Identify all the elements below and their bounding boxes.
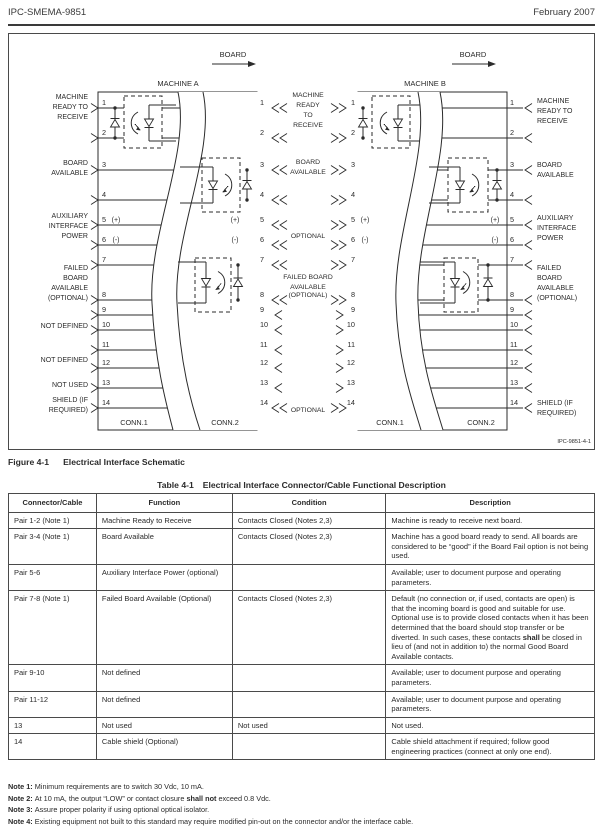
- pin-number-a-conn1: 3: [102, 160, 107, 169]
- left-signal-label: READY TO: [52, 104, 88, 111]
- pin-number-a-conn2: 6: [260, 235, 265, 244]
- connector-cell: Pair 1-2 (Note 1): [9, 512, 97, 529]
- right-signal-label: BOARD: [537, 162, 562, 169]
- pin-number-b-conn1: 10: [346, 320, 355, 329]
- pin-number-a-conn1: 5: [102, 215, 107, 224]
- figure-caption-title: Electrical Interface Schematic: [63, 457, 185, 467]
- pin-number-b-conn1: 3: [350, 160, 355, 169]
- pin-number-a-conn2: 5: [260, 215, 265, 224]
- column-header-connector-cable: Connector/Cable: [9, 494, 97, 513]
- plus-label: (+): [230, 217, 240, 224]
- table-title: [8, 480, 595, 490]
- connector-cell: 13: [9, 717, 97, 734]
- pin-number-a-conn2: 11: [260, 340, 268, 349]
- pin-number-b-conn1: 13: [346, 378, 355, 387]
- pin-number-a-conn1: 9: [102, 305, 107, 314]
- left-signal-label: POWER: [61, 233, 88, 240]
- pin-number-b-conn1: 2: [350, 128, 355, 137]
- condition-cell: Not used: [232, 717, 386, 734]
- right-signal-label: AVAILABLE: [537, 172, 574, 179]
- note-label: Note 4:: [8, 816, 35, 826]
- minus-label: (-): [231, 237, 239, 244]
- left-signal-label: NOT USED: [51, 382, 88, 389]
- pin-number-b-conn2: 5: [510, 215, 515, 224]
- board-flow-label: BOARD: [219, 50, 247, 59]
- board-flow-indicators: [212, 50, 496, 67]
- cable-label-line: TO: [303, 112, 313, 119]
- left-signal-label: RECEIVE: [57, 114, 88, 121]
- minus-label: (-): [491, 237, 499, 244]
- cable-label-line: AVAILABLE: [290, 169, 326, 176]
- cable-label-line: AVAILABLE: [290, 284, 326, 291]
- connector-cell: Pair 3-4 (Note 1): [9, 529, 97, 565]
- pin-number-a-conn1: 6: [102, 235, 107, 244]
- cable-label-line: RECEIVE: [293, 122, 323, 129]
- left-signal-label: BOARD: [63, 275, 88, 282]
- pin-number-b-conn2: 2: [510, 128, 515, 137]
- conn1-label-machine-b: CONN.1: [376, 418, 404, 427]
- pin-number-b-conn2: 8: [510, 290, 515, 299]
- description-cell: Available; user to document purpose and operating parameters.: [386, 564, 595, 590]
- table-row: [9, 665, 595, 691]
- left-signal-label: AUXILIARY: [51, 213, 88, 220]
- table-title-text: Electrical Interface Connector/Cable Functional Description: [202, 480, 446, 490]
- doc-date: February 2007: [533, 7, 595, 18]
- description-cell: Default (no connection or, if used, contacts are open) is that the incoming board is good and suitable for use. Optional use is to provide closed contacts when it has been determined that the board should stop transfer or be diverted. In such cases, these contacts shall be closed in lieu of (and not in addition to) the normal Good Board Available contacts.: [386, 591, 595, 665]
- column-header-condition: Condition: [232, 494, 386, 513]
- table-row: [9, 529, 595, 565]
- cable-label-line: MACHINE: [292, 92, 324, 99]
- condition-cell: Contacts Closed (Notes 2,3): [232, 512, 386, 529]
- description-cell: Machine is ready to receive next board.: [386, 512, 595, 529]
- plus-label: (+): [360, 217, 370, 224]
- function-cell: Cable shield (Optional): [96, 734, 232, 760]
- right-signal-label: READY TO: [537, 108, 573, 115]
- pin-number-b-conn2: 1: [510, 98, 515, 107]
- pin-number-b-conn2: 14: [510, 398, 519, 407]
- pin-number-b-conn1: 14: [346, 398, 355, 407]
- pin-number-a-conn1: 1: [102, 98, 107, 107]
- connector-cell: Pair 11-12: [9, 691, 97, 717]
- cable-label-line: READY: [296, 102, 320, 109]
- condition-cell: [232, 691, 386, 717]
- figure-caption-label: Figure 4-1: [8, 457, 50, 467]
- pin-number-b-conn1: 9: [350, 305, 355, 314]
- doc-number: IPC-SMEMA-9851: [8, 7, 87, 18]
- pin-number-b-conn2: 9: [510, 305, 515, 314]
- pin-number-a-conn2: 1: [260, 98, 265, 107]
- right-signal-label: INTERFACE: [537, 225, 577, 232]
- condition-cell: Contacts Closed (Notes 2,3): [232, 529, 386, 565]
- function-cell: Auxiliary Interface Power (optional): [96, 564, 232, 590]
- right-signal-label: MACHINE: [537, 98, 570, 105]
- left-signal-label: FAILED: [63, 265, 88, 272]
- pin-number-b-conn1: 5: [350, 215, 355, 224]
- cable-label-line: BOARD: [295, 159, 321, 166]
- note-label: Note 3:: [8, 805, 35, 815]
- connector-cell: 14: [9, 734, 97, 760]
- right-signal-label: REQUIRED): [537, 410, 577, 417]
- note-line: Note 4: Existing equipment not built to this standard may require modified pin-out on the connector and/or the interface cable.: [8, 816, 414, 826]
- left-signal-label: AVAILABLE: [51, 285, 88, 292]
- pin-number-b-conn2: 12: [510, 358, 519, 367]
- table-row: [9, 717, 595, 734]
- connector-cell: Pair 9-10: [9, 665, 97, 691]
- note-label: Note 1:: [8, 782, 35, 791]
- pin-number-a-conn1: 12: [102, 358, 111, 367]
- right-signal-label: AUXILIARY: [537, 215, 574, 222]
- pin-number-b-conn1: 6: [350, 235, 355, 244]
- left-signal-label: INTERFACE: [48, 223, 88, 230]
- conn2-label-machine-b: CONN.2: [467, 418, 495, 427]
- header-rule: [8, 24, 595, 26]
- drawing-ref: [557, 439, 591, 445]
- table-row: [9, 591, 595, 665]
- minus-label: (-): [361, 237, 369, 244]
- pin-number-a-conn2: 10: [260, 320, 269, 329]
- description-cell: Machine has a good board ready to send. All boards are considered to be “good” if the Board Fail option is not being used.: [386, 529, 595, 565]
- table-title-label: Table 4-1: [157, 480, 194, 490]
- left-signal-label: SHIELD (IF: [52, 397, 88, 404]
- pin-number-a-conn1: 8: [102, 290, 107, 299]
- pin-number-b-conn1: 4: [350, 190, 355, 199]
- column-header-function: Function: [96, 494, 232, 513]
- table-row: [9, 734, 595, 760]
- note-line: Note 3: Assure proper polarity if using optional optical isolator.: [8, 805, 210, 815]
- note-line: Note 2: At 10 mA, the output “LOW” or contact closure shall not exceed 0.8 Vdc.: [8, 793, 271, 803]
- condition-cell: [232, 564, 386, 590]
- pin-number-b-conn2: 4: [510, 190, 515, 199]
- note-label: Note 2:: [8, 793, 35, 803]
- pin-number-a-conn2: 3: [260, 160, 265, 169]
- description-cell: Not used.: [386, 717, 595, 734]
- left-signal-label: AVAILABLE: [51, 170, 88, 177]
- conn1-label-machine-a: CONN.1: [120, 418, 148, 427]
- pin-number-b-conn1: 11: [347, 340, 355, 349]
- pin-number-a-conn2: 14: [260, 398, 269, 407]
- description-cell: Cable shield attachment if required; follow good engineering practices (connect at only one end).: [386, 734, 595, 760]
- connector-cell: Pair 5-6: [9, 564, 97, 590]
- function-cell: Failed Board Available (Optional): [96, 591, 232, 665]
- pin-number-a-conn2: 8: [260, 290, 265, 299]
- column-header-description: Description: [386, 494, 595, 513]
- pin-number-b-conn2: 6: [510, 235, 515, 244]
- cable-label-line: FAILED BOARD: [283, 274, 333, 281]
- pin-number-a-conn1: 7: [102, 255, 107, 264]
- right-signal-label: RECEIVE: [537, 118, 568, 125]
- pin-number-b-conn1: 7: [350, 255, 355, 264]
- pin-number-a-conn2: 2: [260, 128, 265, 137]
- pin-number-a-conn2: 7: [260, 255, 265, 264]
- pin-number-b-conn2: 3: [510, 160, 515, 169]
- pin-number-a-conn2: 13: [260, 378, 269, 387]
- function-cell: Machine Ready to Receive: [96, 512, 232, 529]
- function-cell: Not defined: [96, 691, 232, 717]
- pin-number-a-conn1: 14: [102, 398, 111, 407]
- table-4-1: [8, 493, 595, 760]
- right-signal-label: POWER: [537, 235, 564, 242]
- cable-label-line: OPTIONAL: [290, 407, 326, 414]
- pin-number-b-conn2: 7: [510, 255, 515, 264]
- drawing-reference: IPC-9851-4-1: [557, 439, 591, 445]
- pin-number-a-conn2: 12: [260, 358, 269, 367]
- function-cell: Not defined: [96, 665, 232, 691]
- right-signal-label: (OPTIONAL): [537, 295, 578, 302]
- minus-label: (-): [112, 237, 120, 244]
- machine-a-label: MACHINE A: [157, 79, 199, 88]
- pin-number-a-conn1: 10: [102, 320, 111, 329]
- cable-label-line: OPTIONAL: [290, 233, 326, 240]
- page-header: [8, 7, 595, 18]
- left-signal-label: NOT DEFINED: [40, 323, 88, 330]
- condition-cell: Contacts Closed (Notes 2,3): [232, 591, 386, 665]
- left-signal-label: MACHINE: [55, 94, 88, 101]
- left-signal-label: REQUIRED): [48, 407, 88, 414]
- description-cell: Available; user to document purpose and operating parameters.: [386, 665, 595, 691]
- pin-number-b-conn2: 10: [510, 320, 519, 329]
- right-signal-label: AVAILABLE: [537, 285, 574, 292]
- function-cell: Board Available: [96, 529, 232, 565]
- table-header-row: [9, 494, 595, 513]
- cable-label-line: (OPTIONAL): [288, 292, 328, 299]
- left-signal-label: NOT DEFINED: [40, 357, 88, 364]
- pin-number-b-conn1: 1: [350, 98, 355, 107]
- function-cell: Not used: [96, 717, 232, 734]
- pin-number-b-conn2: 11: [510, 340, 518, 349]
- left-signal-label: BOARD: [63, 160, 88, 167]
- left-signal-label: (OPTIONAL): [47, 295, 88, 302]
- condition-cell: [232, 734, 386, 760]
- machine-titles: [157, 79, 445, 88]
- figure-4-1-electrical-interface-schematic: [8, 33, 595, 450]
- table-notes: [8, 781, 595, 827]
- right-signal-label: FAILED: [537, 265, 562, 272]
- right-signal-label: BOARD: [537, 275, 562, 282]
- description-cell: Available; user to document purpose and operating parameters.: [386, 691, 595, 717]
- pin-number-a-conn1: 2: [102, 128, 107, 137]
- pin-number-a-conn1: 11: [102, 340, 110, 349]
- connector-cell: Pair 7-8 (Note 1): [9, 591, 97, 665]
- table-row: [9, 691, 595, 717]
- plus-label: (+): [490, 217, 500, 224]
- table-row: [9, 512, 595, 529]
- pin-number-a-conn2: 9: [260, 305, 265, 314]
- condition-cell: [232, 665, 386, 691]
- figure-caption: [8, 457, 185, 467]
- pin-number-b-conn1: 12: [346, 358, 355, 367]
- right-signal-label: SHIELD (IF: [537, 400, 573, 407]
- pin-number-b-conn1: 8: [350, 290, 355, 299]
- pin-number-b-conn2: 13: [510, 378, 519, 387]
- pin-number-a-conn1: 13: [102, 378, 111, 387]
- pin-number-a-conn2: 4: [260, 190, 265, 199]
- plus-label: (+): [111, 217, 121, 224]
- board-flow-label: BOARD: [459, 50, 487, 59]
- note-line: Note 1: Minimum requirements are to switch 30 Vdc, 10 mA.: [8, 782, 204, 791]
- machine-b-label: MACHINE B: [404, 79, 446, 88]
- pin-number-a-conn1: 4: [102, 190, 107, 199]
- conn2-label-machine-a: CONN.2: [211, 418, 239, 427]
- table-row: [9, 564, 595, 590]
